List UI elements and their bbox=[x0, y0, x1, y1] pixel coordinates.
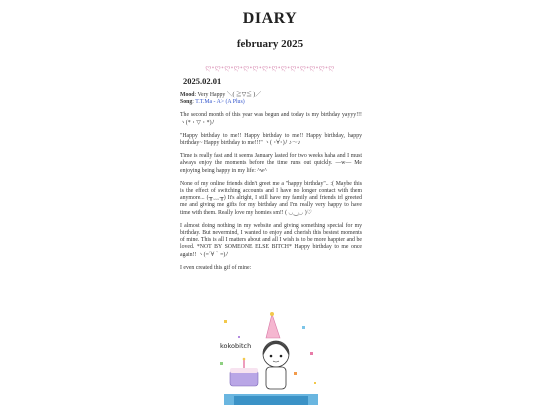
gif-caption: I even created this gif of mine: bbox=[180, 264, 252, 271]
birthday-gif-image bbox=[214, 312, 326, 405]
entry-paragraph: "Happy birthday to me!! Happy birthday to me!! Happy birthday, happy birthday~ Happy birthday to me!!!" ヽ( ･∀･)ﾉ ♪～♪ bbox=[180, 132, 362, 147]
birthday-gif bbox=[214, 312, 326, 405]
party-hat bbox=[266, 314, 280, 338]
mood-value: : Very Happy ＼( ≧▽≦ )／ bbox=[194, 92, 262, 98]
entry-paragraph: The second month of this year was begun and today is my birthday yayyy!!! ヽ(*・▽・*)ﾉ bbox=[180, 112, 362, 126]
page-subtitle: february 2025 bbox=[236, 38, 304, 50]
song-link[interactable]: T.T.Ma - A> (A Plus) bbox=[195, 99, 245, 106]
heart-divider: ღ•ღ•ღ•ღ•ღ•ღ•ღ•ღ•ღ•ღ•ღ•ღ•ღ•ღ bbox=[205, 64, 335, 72]
page-title: DIARY bbox=[242, 10, 298, 27]
entry-meta: Mood: Very Happy ＼( ≧▽≦ )／ Song: T.T.Ma - A> (A Plus) bbox=[180, 92, 262, 106]
gif-text: kokobitch bbox=[220, 342, 252, 350]
entry-paragraph: None of my online friends didn't greet me a "happy birthday".. :( Maybe this is the effect of switching accounts and I have no longer contact with them anymore... (╥﹏╥) It's alright, I still have my family and friends irl greeted me and giving me gifts for my birthday and I'm really very happy to have time with them. Really love my homies sm!! ( ◡‿◡ )♡ bbox=[180, 180, 362, 216]
entry-paragraph: I almost doing nothing in my website and giving something special for my birthday. But nevermind, I wanted to enjoy and cherish this bestest moments of mine. This is all I matters about and all I wish is to be more happier and be loved. *NOT BY SOMEONE ELSE BITCH* Happy birthday to me once again!! ヽ(=´∀｀=)ﾉ bbox=[180, 222, 362, 258]
entry-paragraph: Time is really fast and it seems January lasted for two weeks haha and I must always enjoy the moments before the time runs out quickly. —w— Me enjoying being happy in my life: ^w^ bbox=[180, 153, 362, 174]
mood-label: Mood bbox=[180, 92, 195, 98]
song-label: Song bbox=[180, 99, 193, 106]
entry-date: 2025.02.01 bbox=[183, 76, 222, 86]
entry-body bbox=[180, 92, 362, 278]
character-head bbox=[263, 341, 289, 367]
